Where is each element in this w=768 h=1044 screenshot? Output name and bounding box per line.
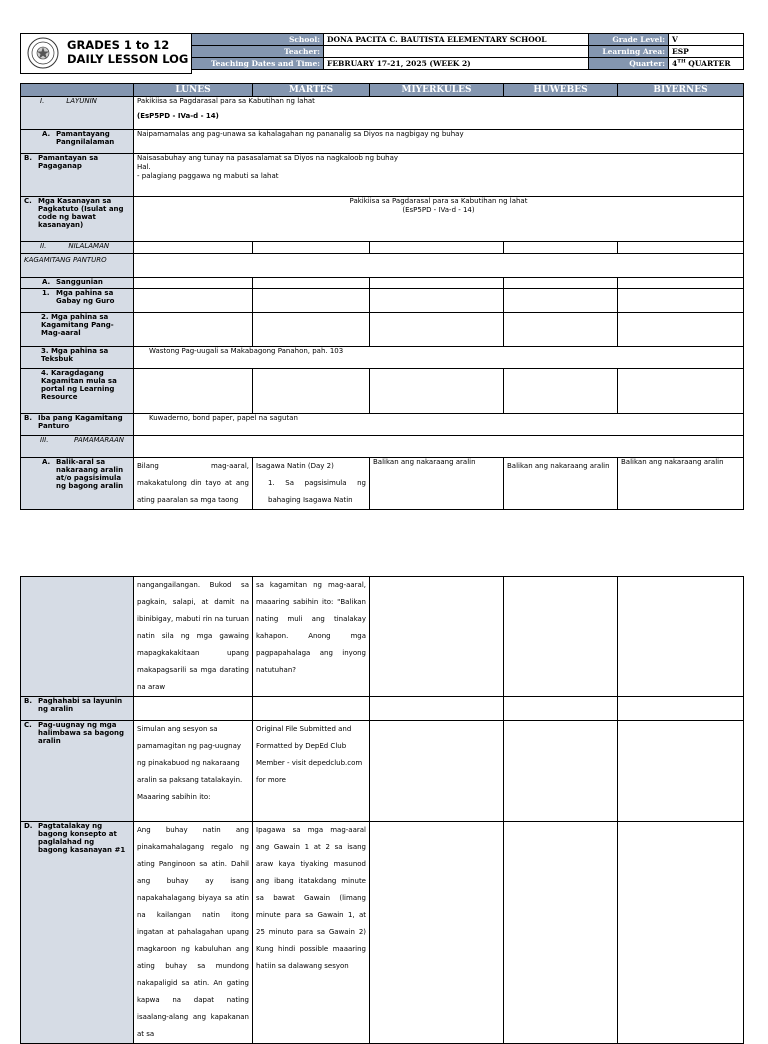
empty-cell bbox=[504, 721, 618, 822]
learning-area-value: ESP bbox=[669, 46, 744, 58]
row-label-pagtatalakay bbox=[21, 822, 134, 1044]
school-value: DONA PACITA C. BAUTISTA ELEMENTARY SCHOOL bbox=[324, 34, 589, 46]
lesson-table bbox=[20, 83, 744, 510]
empty-cell bbox=[253, 278, 370, 289]
day-header: MIYERKULES bbox=[370, 84, 504, 97]
empty-cell bbox=[134, 278, 253, 289]
empty-cell bbox=[370, 289, 504, 313]
row-title: Pag-uugnay ng mga halimbawa sa bagong aralin bbox=[38, 721, 125, 745]
cell-text: Balikan ang nakaraang aralin bbox=[618, 458, 744, 510]
layunin-content bbox=[134, 97, 744, 130]
corner-cell bbox=[21, 84, 134, 97]
row-label-b bbox=[21, 154, 134, 197]
day-header: BIYERNES bbox=[618, 84, 744, 97]
empty-cell bbox=[504, 313, 618, 347]
table-row bbox=[21, 436, 744, 458]
learning-area-label: Learning Area: bbox=[589, 46, 669, 58]
cell-text: Ipagawa sa mga mag-aaral ang Gawain 1 at 2 sa isang araw kaya tiyaking masunod ang ibang itatakdang minute sa bawat Gawain (limang minute para sa Gawain 1, at 25 minuto para sa Gawain 2) Kung hindi possible maaaring hatiin sa dalawang sesyon bbox=[253, 822, 370, 1044]
row-number: C. bbox=[24, 197, 32, 205]
table-row bbox=[21, 97, 744, 130]
row-number: A. bbox=[42, 458, 51, 466]
table-row bbox=[21, 278, 744, 289]
quarter-number: 4 bbox=[672, 59, 678, 68]
row-number: C. bbox=[24, 721, 32, 729]
empty-cell bbox=[370, 697, 504, 721]
empty-cell bbox=[370, 369, 504, 414]
empty-cell bbox=[253, 242, 370, 254]
empty-cell bbox=[253, 289, 370, 313]
empty-cell bbox=[504, 822, 618, 1044]
dates-value: FEBRUARY 17-21, 2025 (WEEK 2) bbox=[324, 58, 589, 70]
table-row bbox=[21, 458, 744, 510]
empty-cell bbox=[504, 577, 618, 697]
table-row bbox=[21, 254, 744, 278]
empty-cell bbox=[618, 242, 744, 254]
table-row bbox=[21, 130, 744, 154]
row-label-gabay bbox=[21, 289, 134, 313]
empty-cell bbox=[504, 289, 618, 313]
day-header: MARTES bbox=[253, 84, 370, 97]
row-label-iba-pang-kagamitan bbox=[21, 414, 134, 436]
empty-cell bbox=[370, 278, 504, 289]
cell-text: (EsP5PD - IVa-d - 14) bbox=[402, 206, 475, 214]
empty-cell bbox=[504, 242, 618, 254]
empty-cell bbox=[504, 278, 618, 289]
dates-label: Teaching Dates and Time: bbox=[192, 58, 324, 70]
teacher-value bbox=[324, 46, 589, 58]
row-label-c bbox=[21, 197, 134, 242]
day-header: LUNES bbox=[134, 84, 253, 97]
row-title: Sanggunian bbox=[56, 278, 103, 286]
cell-text: Ang buhay natin ang pinakamahalagang regalo ng ating Panginoon sa atin. Dahil ang buhay ay isang napakahalagang biyaya sa atin na kailangan natin itong ingatan at pahalagahan upang magkaroon ng kabuluhan ang ating buhay sa mundong nakapaligid sa atin. An gating kapwa na dapat nating isaalang-alang ang kapakanan at sa bbox=[134, 822, 253, 1044]
empty-cell bbox=[370, 721, 504, 822]
cell-text: Bilang mag-aaral, makakatulong din tayo at ang ating paaralan sa mga taong bbox=[134, 458, 253, 510]
cell-text: Isagawa Natin (Day 2) bbox=[256, 462, 334, 470]
empty-cell bbox=[134, 242, 253, 254]
row-number: 1. bbox=[42, 289, 50, 297]
balik-martes bbox=[253, 458, 370, 510]
empty-cell bbox=[370, 577, 504, 697]
row-title: Mga Kasanayan sa Pagkatuto (Isulat ang code ng bawat kasanayan) bbox=[38, 197, 124, 229]
cell-text: Balikan ang nakaraang aralin bbox=[504, 458, 618, 510]
empty-cell bbox=[253, 369, 370, 414]
table-row bbox=[21, 369, 744, 414]
empty-cell bbox=[618, 369, 744, 414]
table-row bbox=[21, 697, 744, 721]
empty-cell bbox=[504, 369, 618, 414]
title-daily-lesson-log: DAILY LESSON LOG bbox=[67, 52, 189, 66]
cell-text: Kuwaderno, bond paper, papel na sagutan bbox=[134, 414, 744, 436]
row-number: B. bbox=[24, 154, 32, 162]
empty-cell bbox=[253, 697, 370, 721]
table-row bbox=[21, 414, 744, 436]
row-title: Iba pang Kagamitang Panturo bbox=[38, 414, 123, 430]
row-title: Pamantayang Pangnilalaman bbox=[56, 130, 115, 146]
deped-seal-icon bbox=[27, 37, 59, 69]
empty-cell bbox=[370, 313, 504, 347]
empty-cell bbox=[134, 697, 253, 721]
teacher-label: Teacher: bbox=[192, 46, 324, 58]
cell-text: (EsP5PD - IVa-d - 14) bbox=[137, 112, 219, 120]
header-info-table bbox=[191, 33, 744, 70]
section-title: NILALAMAN bbox=[68, 242, 110, 250]
grade-label: Grade Level: bbox=[589, 34, 669, 46]
section-label-pamamaraan bbox=[21, 436, 134, 458]
cell-text: Balikan ang nakaraang aralin bbox=[370, 458, 504, 510]
row-label-karagdagang-kagamitan: 4. Karagdagang Kagamitan mula sa portal ng Learning Resource bbox=[21, 369, 134, 414]
row-label-kagamitang-pang-mag-aaral: 2. Mga pahina sa Kagamitang Pang-Mag-aaral bbox=[21, 313, 134, 347]
empty-cell bbox=[370, 822, 504, 1044]
section-number: I. bbox=[40, 97, 45, 105]
empty-cell bbox=[134, 369, 253, 414]
cell-text: Hal. bbox=[137, 163, 151, 171]
row-label-a bbox=[21, 130, 134, 154]
quarter-label: Quarter: bbox=[589, 58, 669, 70]
section-title: PAMAMARAAN bbox=[74, 436, 124, 444]
pamantayan-content bbox=[134, 154, 744, 197]
empty-cell bbox=[504, 697, 618, 721]
cell-text: nangangailangan. Bukod sa pagkain, salapi, at damit na ibinibigay, mabuti rin na turuan natin sila ng mga gawaing mapagkakakitaan upang makapagsarili sa mga darating na araw bbox=[134, 577, 253, 697]
row-label-sanggunian bbox=[21, 278, 134, 289]
cell-text: sa kagamitan ng mag-aaral, maaaring sabihin ito: "Balikan nating muli ang tinalakay kahapon. Anong mga pagpapahalaga ang inyong natutuhan? bbox=[253, 577, 370, 697]
section-number: III. bbox=[40, 436, 49, 444]
section-label-nilalaman bbox=[21, 242, 134, 254]
school-label: School: bbox=[192, 34, 324, 46]
empty-cell bbox=[134, 313, 253, 347]
row-number: A. bbox=[42, 278, 51, 286]
empty-cell bbox=[253, 313, 370, 347]
table-row bbox=[21, 154, 744, 197]
title-grades: GRADES 1 to 12 bbox=[67, 38, 170, 52]
empty-cell bbox=[618, 697, 744, 721]
grade-value: V bbox=[669, 34, 744, 46]
quarter-suffix: TH bbox=[677, 58, 686, 65]
empty-cell bbox=[134, 436, 744, 458]
empty-cell bbox=[370, 242, 504, 254]
row-number: D. bbox=[24, 822, 33, 830]
row-number: B. bbox=[24, 697, 32, 705]
row-title: Pagtatalakay ng bagong konsepto at paglalahad ng bagong kasanayan #1 bbox=[38, 822, 126, 854]
empty-cell bbox=[618, 289, 744, 313]
empty-cell bbox=[618, 822, 744, 1044]
cell-text: Pakikiisa sa Pagdarasal para sa Kabutihan ng lahat bbox=[137, 97, 315, 105]
cell-text: Naisasabuhay ang tunay na pasasalamat sa Diyos na nagkaloob ng buhay bbox=[137, 154, 399, 162]
table-row bbox=[21, 289, 744, 313]
empty-cell bbox=[618, 278, 744, 289]
table-row bbox=[21, 822, 744, 1044]
row-label-teksbuk: 3. Mga pahina sa Teksbuk bbox=[21, 347, 134, 369]
cell-text: Original File Submitted and Formatted by DepEd Club Member - visit depedclub.com for more bbox=[253, 721, 370, 822]
row-label-paghahabi bbox=[21, 697, 134, 721]
section-title: LAYUNIN bbox=[66, 97, 97, 105]
section-label-layunin bbox=[21, 97, 134, 130]
empty-cell bbox=[134, 254, 744, 278]
empty-cell bbox=[134, 289, 253, 313]
quarter-word: QUARTER bbox=[685, 59, 731, 68]
table-row bbox=[21, 347, 744, 369]
cell-text: Naipamamalas ang pag-unawa sa kahalagahan ng pananalig sa Diyos na nagbigay ng buhay bbox=[134, 130, 744, 154]
section-label-kagamitan: KAGAMITANG PANTURO bbox=[21, 254, 134, 278]
table-row bbox=[21, 242, 744, 254]
title-box bbox=[20, 33, 192, 74]
lesson-table-continued bbox=[20, 576, 744, 1044]
row-title: Pamantayan sa Pagaganap bbox=[38, 154, 99, 170]
row-number: B. bbox=[24, 414, 32, 422]
quarter-value bbox=[669, 58, 744, 70]
empty-cell bbox=[618, 313, 744, 347]
cell-text: Pakikiisa sa Pagdarasal para sa Kabutihan ng lahat bbox=[349, 197, 528, 205]
kasanayan-content bbox=[134, 197, 744, 242]
table-row bbox=[21, 577, 744, 697]
cell-text: 1. Sa pagsisimula ng bahaging Isagawa Natin bbox=[268, 479, 366, 504]
table-row bbox=[21, 197, 744, 242]
empty-cell bbox=[618, 721, 744, 822]
table-row bbox=[21, 721, 744, 822]
empty-cell bbox=[618, 577, 744, 697]
day-header: HUWEBES bbox=[504, 84, 618, 97]
empty-label-cell bbox=[21, 577, 134, 697]
row-label-balik-aral bbox=[21, 458, 134, 510]
cell-text: Simulan ang sesyon sa pamamagitan ng pag-uugnay ng pinakabuod ng nakaraang aralin sa paksang tatalakayin. Maaaring sabihin ito: bbox=[134, 721, 253, 822]
row-title: Mga pahina sa Gabay ng Guro bbox=[56, 289, 115, 305]
lesson-log-header bbox=[20, 33, 743, 74]
cell-text: - palagiang paggawa ng mabuti sa lahat bbox=[137, 172, 279, 180]
row-label-pag-uugnay bbox=[21, 721, 134, 822]
days-header-row bbox=[21, 84, 744, 97]
row-number: A. bbox=[42, 130, 51, 138]
section-number: II. bbox=[40, 242, 47, 250]
table-row bbox=[21, 313, 744, 347]
row-title: Balik-aral sa nakaraang aralin at/o pagsisimula ng bagong aralin bbox=[56, 458, 124, 490]
cell-text: Wastong Pag-uugali sa Makabagong Panahon, pah. 103 bbox=[134, 347, 744, 369]
row-title: Paghahabi sa layunin ng aralin bbox=[38, 697, 123, 713]
